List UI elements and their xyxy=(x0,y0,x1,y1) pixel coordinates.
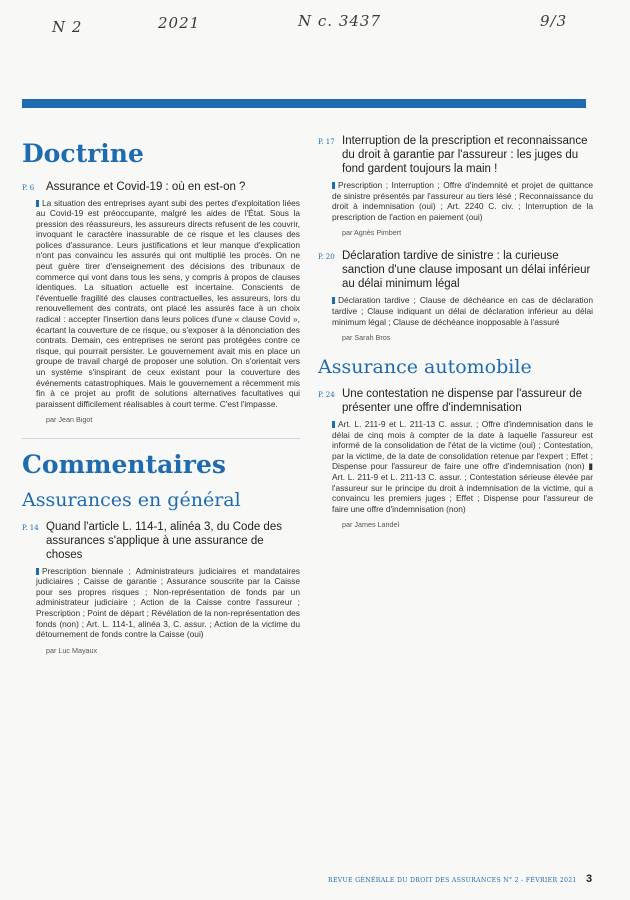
page-reference: P. 17 xyxy=(318,138,335,146)
article-summary xyxy=(332,419,593,514)
article-summary-text: Prescription ; Interruption ; Offre d'indemnité et projet de quittance de sinistre présentés par l'assureur au tiers lésé ; Reconnaissance du droit à indemnisation (oui) ; Art. 2240 C. civ. ; Interruption de la prescription de l'action en paiement (oui) xyxy=(332,180,593,222)
commentaires-heading: Commentaires xyxy=(22,450,226,480)
handwritten-note-1: N 2 xyxy=(52,18,83,36)
article-title xyxy=(22,520,300,562)
section-divider xyxy=(22,438,300,439)
bullet-marker xyxy=(332,182,335,189)
journal-footer: REVUE GÉNÉRALE DU DROIT DES ASSURANCES N° 2 - FÉVRIER 2021 xyxy=(328,877,577,884)
general-article xyxy=(22,520,300,655)
page-number: 3 xyxy=(586,873,593,885)
declaration-article xyxy=(318,249,593,342)
article-title-text: Déclaration tardive de sinistre : la curieuse sanction d'une clause imposant un délai inférieur au délai minimum légal xyxy=(342,250,591,291)
top-accent-bar xyxy=(22,99,586,108)
handwritten-note-2: 2021 xyxy=(158,14,201,32)
article-summary xyxy=(36,566,300,640)
article-title xyxy=(318,387,593,415)
left-column xyxy=(22,140,300,655)
automobile-article xyxy=(318,387,593,529)
article-title xyxy=(318,249,593,291)
prescription-article xyxy=(318,134,593,237)
article-title xyxy=(22,180,300,194)
article-author: par Sarah Bros xyxy=(342,333,391,343)
article-summary-text: Art. L. 211-9 et L. 211-13 C. assur. ; Offre d'indemnisation dans le délai de cinq mois à compter de la date à laquelle l'assureur est informé de la consolidation de l'état de la victime (oui) ; Contestation, par la victime, de la date de consolidation retenue par l'expert ; Effet ; Dispense pour l'assureur de faire une offre d'indemnisation (non) ▮ Art. L. 211-9 et L. 211-13 C. assur. ; Contestation sérieuse élevée par l'assureur sur le principe du droit à indemnisation de la victime, qui a convaincu les premiers juges ; Effet ; Dispense pour l'assureur de faire une offre d'indemnisation (non) xyxy=(332,418,593,514)
assurance-automobile-heading: Assurance automobile xyxy=(318,356,532,379)
page-reference: P. 6 xyxy=(22,183,35,192)
article-title-text: Interruption de la prescription et reconnaissance du droit à garantie par l'assureur : les juges du fond gardent toujours la main ! xyxy=(342,135,588,175)
article-title-text: Quand l'article L. 114-1, alinéa 3, du Code des assurances s'applique à une assurance de choses xyxy=(46,520,282,561)
doctrine-article xyxy=(22,180,300,425)
article-author: par Luc Mayaux xyxy=(46,645,98,655)
bullet-marker xyxy=(36,568,39,575)
doctrine-heading: Doctrine xyxy=(22,139,144,168)
assurances-general-heading: Assurances en général xyxy=(22,488,241,511)
page-reference: P. 14 xyxy=(22,523,39,532)
page-reference: P. 20 xyxy=(318,253,335,262)
page-reference: P. 24 xyxy=(318,390,335,399)
right-column xyxy=(318,134,593,529)
article-author: par Agnès Pimbert xyxy=(342,228,402,238)
article-author: par James Landel xyxy=(342,520,400,530)
article-summary xyxy=(332,180,593,222)
article-author: par Jean Bigot xyxy=(46,415,93,425)
article-summary xyxy=(332,295,593,327)
bullet-marker xyxy=(332,421,335,428)
article-title-text: Assurance et Covid-19 : où en est-on ? xyxy=(46,180,246,193)
article-summary-text: La situation des entreprises ayant subi des pertes d'exploitation liées au Covid-19 est préoccupante, malgré les aides de l'État. Sous la pression des réassureurs, les assureurs directs refusent de les couvrir, invoquant le caractère inassurable de ce risque et les clauses des polices d'assurance. Leurs justifications et leur manque d'explication n'ont pas convaincu les assurés qui ont multiplié les procès. On ne peut guère tirer d'enseignement des décisions des tribunaux de commerce qui vont dans tous les sens, y compris à propos de clauses identiques. La situation actuelle est incertaine. Conscients de l'éventuelle fragilité des clauses contractuelles, les assureurs, lors du renouvellement des contrats, ont placé les assurés face à un choix radical : accepter l'insertion dans leurs polices d'une « clause Covid », écartant la couverture de ce risque, ou s'exposer à la dénonciation des contrats. Demain, ces entreprises ne seront pas protégées contre ce risque, qui pourrait persister. Le gouvernement avait mis en place un groupe de travail chargé de proposer une solution. On s'orientait vers un système s'inspirant de ceux existant pour la couverture des événements catastrophiques. Mais le gouvernement a récemment mis fin à ce projet au profit de solutions alternatives facultatives qui paraissent difficilement réalisables à court terme. C'est l'impasse. xyxy=(36,197,300,409)
article-title-text: Une contestation ne dispense par l'assureur de présenter une offre d'indemnisation xyxy=(342,387,583,414)
handwritten-note-4: 9/3 xyxy=(540,12,568,30)
article-title xyxy=(318,134,593,176)
handwritten-note-3: N c. 3437 xyxy=(298,12,382,30)
article-summary xyxy=(36,198,300,410)
bullet-marker xyxy=(332,297,335,304)
article-summary-text: Déclaration tardive ; Clause de déchéance en cas de déclaration tardive ; Clause indiquant un délai de déclaration inférieur au délai minimum légal ; Clause de déchéance inopposable à l'assuré xyxy=(332,295,593,327)
bullet-marker xyxy=(36,200,39,207)
article-summary-text: Prescription biennale ; Administrateurs judiciaires et mandataires judiciaires ; Caisse de garantie ; Assurance souscrite par la Caisse pour ses propres risques ; Non-représentation de fonds par un administrateur judiciaire ; Action de la Caisse contre l'assureur ; Prescription ; Point de départ ; Révélation de la non-représentation des fonds (non) ; Art. L. 114-1, alinéa 3, C. assur. ; Action de la victime du détournement de fonds contre la Caisse (oui) xyxy=(36,565,300,640)
